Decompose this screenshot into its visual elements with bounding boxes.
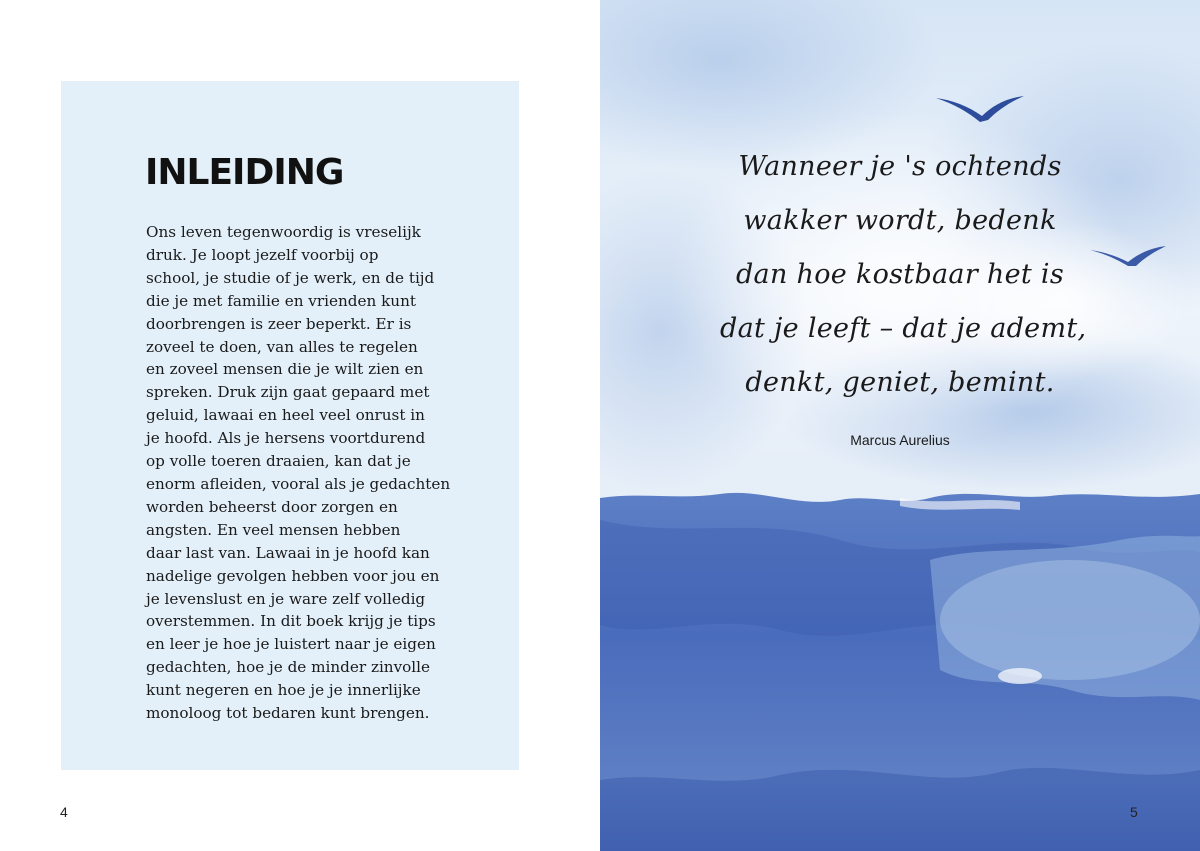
page-number-right: 5: [1130, 804, 1138, 820]
quote-text: [720, 140, 1087, 410]
bird-icon: [934, 92, 1026, 124]
text-line: worden beheerst door zorgen en: [146, 497, 398, 516]
text-line: nadelige gevolgen hebben voor jou en: [146, 566, 440, 585]
quote-line: denkt, geniet, bemint.: [745, 367, 1055, 398]
text-line: en leer je hoe je luistert naar je eigen: [146, 635, 436, 654]
text-line: overstemmen. In dit boek krijg je tips: [146, 612, 436, 631]
text-line: zoveel te doen, van alles te regelen: [146, 337, 418, 356]
bird-icon: [1088, 242, 1168, 268]
text-line: die je met familie en vrienden kunt: [146, 291, 416, 310]
text-line: en zoveel mensen die je wilt zien en: [146, 360, 424, 379]
text-line: op volle toeren draaien, kan dat je: [146, 452, 411, 471]
quote-line: dan hoe kostbaar het is: [735, 259, 1065, 290]
text-line: kunt negeren en hoe je je innerlijke: [146, 681, 421, 700]
text-line: druk. Je loopt jezelf voorbij op: [146, 245, 379, 264]
intro-text: [146, 221, 451, 725]
watercolor-background: [600, 0, 1200, 851]
text-line: monoloog tot bedaren kunt brengen.: [146, 704, 430, 723]
text-line: daar last van. Lawaai in je hoofd kan: [146, 543, 430, 562]
text-line: angsten. En veel mensen hebben: [146, 520, 401, 539]
page-title: INLEIDING: [145, 152, 344, 193]
quote-line: dat je leeft – dat je ademt,: [720, 313, 1087, 344]
text-line: enorm afleiden, vooral als je gedachten: [146, 474, 451, 493]
page-number-left: 4: [60, 804, 68, 820]
text-line: Ons leven tegenwoordig is vreselijk: [146, 223, 421, 241]
quote-line: wakker wordt, bedenk: [743, 205, 1057, 236]
text-line: geluid, lawaai en heel veel onrust in: [146, 406, 425, 425]
text-line: je levenslust en je ware zelf volledig: [146, 589, 426, 608]
text-line: doorbrengen is zeer beperkt. Er is: [146, 314, 412, 333]
text-line: gedachten, hoe je de minder zinvolle: [146, 658, 431, 677]
right-page: [600, 0, 1200, 851]
intro-panel: [61, 81, 519, 770]
quote-line: Wanneer je 's ochtends: [738, 151, 1062, 182]
text-line: school, je studie of je werk, en de tijd: [146, 268, 435, 287]
text-line: spreken. Druk zijn gaat gepaard met: [146, 383, 430, 402]
text-line: je hoofd. Als je hersens voortdurend: [146, 429, 426, 448]
quote-author: Marcus Aurelius: [850, 432, 950, 448]
